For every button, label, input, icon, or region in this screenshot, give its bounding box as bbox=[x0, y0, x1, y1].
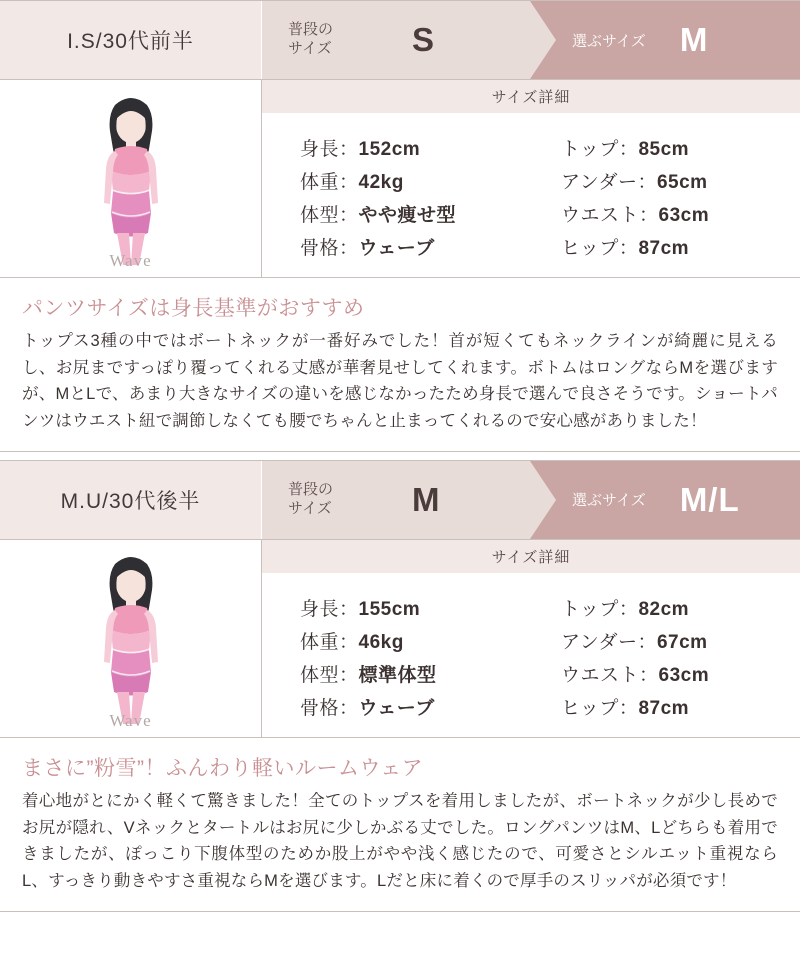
spec-height-value: 155cm bbox=[358, 598, 421, 620]
reviewer-name: M.U/30代後半 bbox=[0, 461, 262, 539]
spec-top-key: トップ： bbox=[561, 598, 639, 620]
figure-caption: Wave bbox=[109, 251, 152, 270]
block-separator bbox=[0, 452, 800, 460]
review-comment bbox=[0, 277, 800, 451]
spec-frame-value: ウェーブ bbox=[358, 697, 435, 719]
usual-size-label bbox=[288, 481, 360, 519]
spec-column-left bbox=[262, 123, 539, 271]
size-detail-row bbox=[0, 539, 800, 737]
spec-frame bbox=[300, 693, 539, 720]
size-detail-title: サイズ詳細 bbox=[262, 540, 800, 573]
spec-top bbox=[561, 594, 800, 621]
figure-caption: Wave bbox=[109, 710, 152, 730]
spec-waist bbox=[561, 660, 800, 687]
spec-under bbox=[561, 167, 800, 194]
spec-hip-key: ヒップ： bbox=[561, 697, 639, 719]
spec-hip-value: 87cm bbox=[638, 238, 690, 259]
spec-hip-key: ヒップ： bbox=[561, 238, 639, 259]
review-comment bbox=[0, 737, 800, 911]
review-header bbox=[0, 461, 800, 539]
spec-height bbox=[300, 594, 539, 621]
spec-under-key: アンダー： bbox=[561, 172, 657, 193]
spec-column-right bbox=[539, 583, 800, 731]
spec-height-key: 身長： bbox=[300, 598, 359, 620]
spec-body-type-key: 体型： bbox=[300, 664, 359, 686]
spec-under-value: 65cm bbox=[656, 172, 708, 193]
spec-grid bbox=[262, 113, 800, 277]
usual-size-label-line1: 普段の bbox=[288, 21, 334, 39]
spec-top bbox=[561, 134, 800, 161]
chosen-size-label: 選ぶサイズ bbox=[572, 32, 646, 50]
usual-size-value: M bbox=[412, 480, 441, 518]
spec-top-key: トップ： bbox=[561, 139, 639, 160]
chosen-size-cell bbox=[530, 1, 800, 79]
spec-height-value: 152cm bbox=[358, 139, 421, 160]
spec-body-type bbox=[300, 200, 539, 227]
size-detail-title: サイズ詳細 bbox=[262, 80, 800, 113]
spec-waist-key: ウエスト： bbox=[561, 664, 659, 686]
spec-hip-value: 87cm bbox=[638, 697, 690, 719]
body-figure-cell bbox=[0, 540, 262, 737]
chosen-size-value: M/L bbox=[679, 480, 740, 518]
spec-grid bbox=[262, 573, 800, 737]
spec-waist-key: ウエスト： bbox=[561, 205, 659, 226]
spec-body-type-value: 標準体型 bbox=[358, 664, 437, 686]
spec-frame-key: 骨格： bbox=[300, 697, 359, 719]
spec-hip bbox=[561, 693, 800, 720]
spec-under-key: アンダー： bbox=[561, 631, 657, 653]
body-figure-cell bbox=[0, 80, 262, 277]
usual-size-label-line2: サイズ bbox=[288, 40, 332, 57]
spec-body-type-value: やや痩せ型 bbox=[358, 205, 457, 226]
spec-body-type bbox=[300, 660, 539, 687]
spec-weight-value: 42kg bbox=[358, 172, 404, 193]
spec-waist-value: 63cm bbox=[658, 664, 710, 686]
spec-weight-value: 46kg bbox=[358, 631, 404, 653]
spec-column-left bbox=[262, 583, 539, 731]
comment-title: パンツサイズは身長基準がおすすめ bbox=[22, 297, 365, 320]
body-figure-icon bbox=[0, 540, 261, 737]
spec-frame-value: ウェーブ bbox=[358, 238, 435, 259]
size-detail-panel bbox=[262, 540, 800, 737]
chosen-size-value: M bbox=[679, 21, 709, 58]
spec-height bbox=[300, 134, 539, 161]
spec-top-value: 85cm bbox=[638, 139, 690, 160]
spec-weight-key: 体重： bbox=[300, 631, 359, 653]
reviewer-name: I.S/30代前半 bbox=[0, 1, 262, 79]
usual-size-label-line1: 普段の bbox=[288, 481, 334, 499]
chosen-size-cell bbox=[530, 461, 800, 539]
usual-size-cell bbox=[262, 1, 530, 79]
review-block bbox=[0, 0, 800, 452]
usual-size-label-line2: サイズ bbox=[288, 499, 332, 517]
spec-weight bbox=[300, 167, 539, 194]
size-detail-row bbox=[0, 79, 800, 277]
spec-top-value: 82cm bbox=[638, 598, 690, 620]
chosen-size-label: 選ぶサイズ bbox=[572, 492, 646, 510]
spec-weight-key: 体重： bbox=[300, 172, 359, 193]
comment-body: 着心地がとにかく軽くて驚きました！全てのトップスを着用しましたが、ボートネックが少し長めでお尻が隠れ、Vネックとタートルはお尻に少しかぶる丈でした。ロングパンツはM、Lどちらも着用できましたが、ぽっこり下腹体型のためか股上がやや浅く感じたので、可愛さとシルエット重視ならL、すっきり動きやすさ重視ならMを選びます。Lだと床に着くので厚手のスリッパが必須です！ bbox=[22, 791, 778, 891]
spec-column-right bbox=[539, 123, 800, 271]
usual-size-cell bbox=[262, 461, 530, 539]
spec-body-type-key: 体型： bbox=[300, 205, 359, 226]
spec-weight bbox=[300, 627, 539, 654]
review-block bbox=[0, 460, 800, 912]
comment-body: トップス3種の中ではボートネックが一番好みでした！首が短くてもネックラインが綺麗に見えるし、お尻まですっぽり覆ってくれる丈感が華奢見せしてくれます。ボトムはロングならMを選びますが、MとLで、あまり大きなサイズの違いを感じなかったため身長で選んで良さそうです。ショートパンツはウエスト紐で調節しなくても腰でちゃんと止まってくれるので安心感がありました！ bbox=[22, 332, 778, 431]
spec-frame-key: 骨格： bbox=[300, 238, 359, 259]
usual-size-label bbox=[288, 21, 360, 59]
comment-title: まさに”粉雪”！ふんわり軽いルームウェア bbox=[22, 756, 424, 780]
spec-under bbox=[561, 627, 800, 654]
spec-frame bbox=[300, 233, 539, 260]
spec-under-value: 67cm bbox=[656, 631, 708, 653]
size-detail-panel bbox=[262, 80, 800, 277]
spec-hip bbox=[561, 233, 800, 260]
spec-waist bbox=[561, 200, 800, 227]
spec-waist-value: 63cm bbox=[658, 205, 710, 226]
review-header bbox=[0, 1, 800, 79]
usual-size-value: S bbox=[412, 21, 436, 58]
spec-height-key: 身長： bbox=[300, 139, 359, 160]
body-figure-icon bbox=[0, 80, 261, 277]
